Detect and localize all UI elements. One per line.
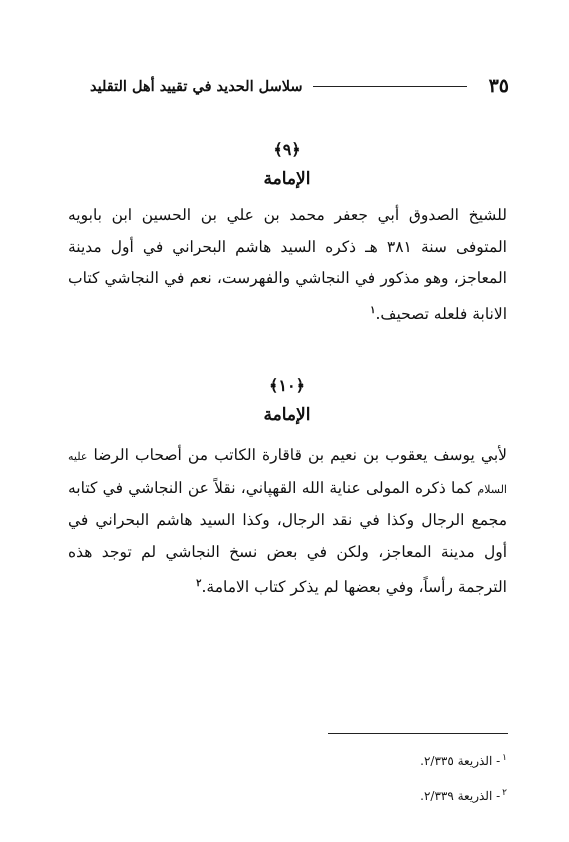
section-number-ornament: ﴿٩﴾	[273, 140, 301, 159]
footnote-number: ٢	[502, 788, 507, 798]
header-rule	[313, 86, 467, 87]
section-10-heading	[70, 376, 504, 425]
footnote-item	[250, 742, 507, 777]
paragraph-text: للشيخ الصدوق أبي جعفر محمد بن علي بن الحسين ابن بابويه المتوفى سنة ٣٨١ هـ ذكره السيد هاشم البحراني في أول مدينة المعاجز، وهو مذكور في النجاشي والفهرست، نعم في النجاشي كتاب الانابة فلعله تصحيف.	[68, 206, 507, 323]
section-9-body	[68, 200, 507, 330]
footnote-item	[250, 777, 507, 812]
section-title: الإمامة	[263, 169, 311, 189]
section-paragraph	[68, 440, 507, 604]
footnote-reference: ١	[370, 304, 376, 316]
paragraph-text-part2: كما ذكره المولى عناية الله القهپاني، نقلاً عن النجاشي في كتابه مجمع الرجال وكذا في نقد الرجال، وكذا السيد هاشم البحراني في أول مدينة المعاجز، ولكن في بعض نسخ النجاشي لم توجد هذه الترجمة رأساً، وفي بعضها لم يذكر كتاب الامامة.	[68, 478, 507, 597]
page-header	[90, 72, 509, 100]
section-number-ornament: ﴿١٠﴾	[269, 376, 305, 395]
footnotes	[250, 742, 507, 812]
running-title: سلاسل الحديد في تقييد أهل التقليد	[90, 77, 303, 95]
footnote-text: - الذريعة ٢/٣٣٩.	[420, 789, 501, 803]
footnote-text: - الذريعة ٢/٣٣٥.	[420, 754, 501, 768]
section-9-heading	[70, 140, 504, 189]
section-10-body	[68, 440, 507, 604]
salutation-glyph: عليه السلام	[68, 450, 507, 496]
section-paragraph	[68, 200, 507, 330]
paragraph-text-part1: لأبي يوسف يعقوب بن نعيم بن قاقارة الكاتب من أصحاب الرضا	[93, 446, 507, 464]
page-number: ٣٥	[488, 75, 509, 97]
section-title: الإمامة	[263, 405, 311, 425]
footnote-separator	[328, 733, 508, 734]
footnote-reference: ٢	[196, 578, 202, 589]
footnote-number: ١	[502, 753, 507, 763]
